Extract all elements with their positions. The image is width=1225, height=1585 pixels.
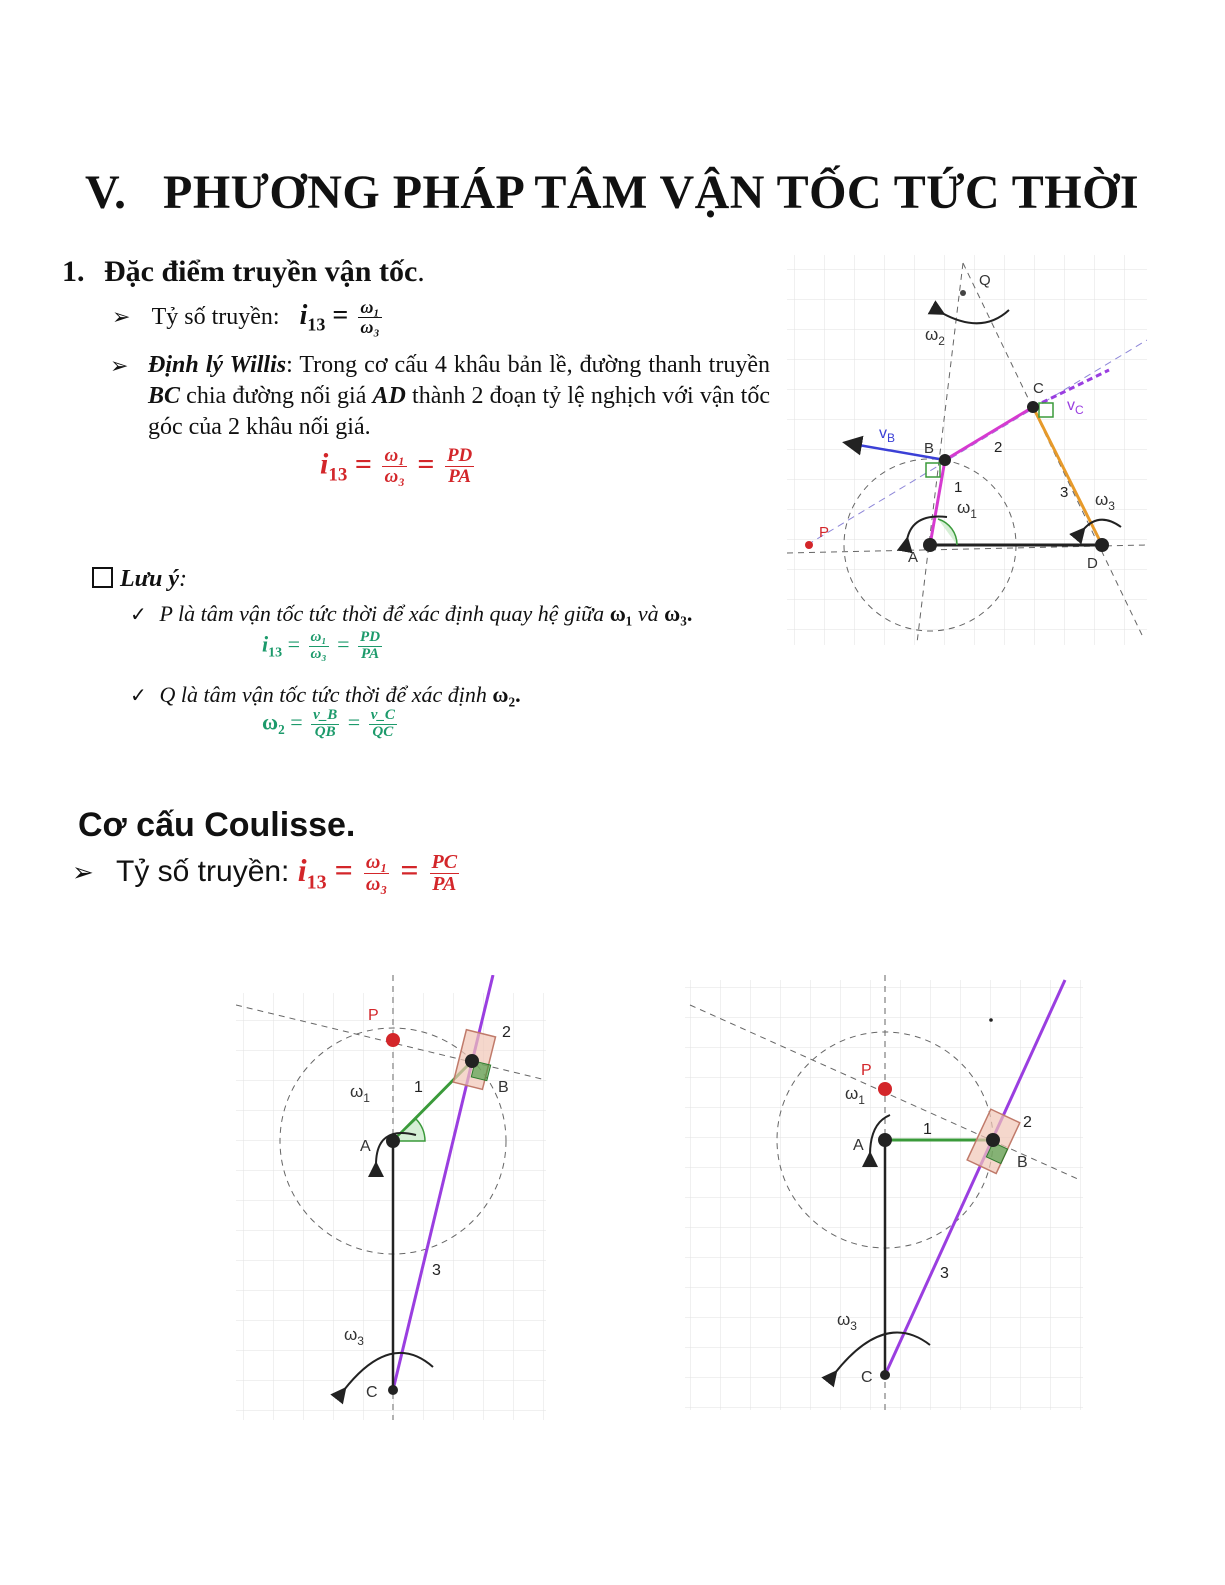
coulisse-diagram-1 — [236, 975, 546, 1420]
svg-text:ω3: $\omega_3$ — [837, 1310, 857, 1333]
point-p — [386, 1033, 400, 1047]
svg-text:1: 1 — [414, 1079, 423, 1096]
svg-text:P: P — [861, 1062, 872, 1079]
title-number: V. — [85, 166, 127, 219]
arrow-bullet-icon: ➢ — [112, 303, 131, 329]
willis-formula: $i_{13}$ = $\frac{\text{ω₁}}{\text{ω₃}}$ = $\frac{PD}{PA}$ — [320, 445, 473, 487]
coulisse-heading: Cơ cấu Coulisse. — [78, 806, 356, 844]
point-c — [1027, 401, 1039, 413]
svg-text:C: C — [861, 1369, 873, 1386]
note-formula-2: ω₂ = $\frac{v\_B}{QB}$ = $\frac{v\_C}{QC}$ — [262, 707, 395, 740]
svg-text:B: B — [1017, 1154, 1028, 1171]
svg-text:3: 3 — [940, 1265, 949, 1282]
svg-text:P: P — [368, 1007, 379, 1024]
svg-text:vB: $v_B$ — [879, 425, 896, 445]
point-p — [805, 541, 813, 549]
point-p — [878, 1082, 892, 1096]
arrow-bullet-icon: ➢ — [110, 353, 129, 378]
note-formula-1: $i_{13}$ = $\frac{\text{ω₁}}{\text{ω₃}}$ = $\frac{PD}{PA}$ — [262, 629, 381, 662]
svg-text:3: 3 — [432, 1262, 441, 1279]
willis-paragraph: ➢ Định lý Willis: Trong cơ cấu 4 khâu bản lề, đường thanh truyền BC chia đường nối giá AD thành 2 đoạn tỷ lệ nghịch với vận tốc góc của 2 khâu nối giá. — [110, 352, 770, 440]
svg-text:C: C — [366, 1384, 378, 1401]
svg-text:A: A — [908, 549, 919, 566]
note-heading: Lưu ý: — [92, 566, 187, 593]
point-b — [986, 1133, 1000, 1147]
svg-text:Q: Q — [979, 272, 991, 289]
ratio-bullet — [112, 298, 385, 337]
svg-text:ω1: $\omega_1$ — [845, 1084, 865, 1107]
svg-text:vC: $v_C$ — [1067, 397, 1084, 417]
svg-text:P: P — [819, 524, 830, 541]
svg-text:B: B — [498, 1079, 509, 1096]
point-a — [878, 1133, 892, 1147]
point-c — [388, 1385, 398, 1395]
checkmark-icon: ✓ — [130, 604, 147, 626]
svg-text:ω1: $\omega_1$ — [350, 1082, 370, 1105]
svg-text:2: 2 — [994, 439, 1003, 456]
point-d — [1095, 538, 1109, 552]
svg-text:1: 1 — [954, 479, 963, 496]
point-b — [939, 454, 951, 466]
svg-text:A: A — [360, 1138, 371, 1155]
svg-text:2: 2 — [502, 1024, 511, 1041]
checkbox-square-icon — [92, 567, 113, 588]
svg-text:C: C — [1033, 380, 1044, 397]
point-a — [923, 538, 937, 552]
svg-text:A: A — [853, 1137, 864, 1154]
coulisse-ratio: ➢ Tỷ số truyền: $i_{13}$ = $\frac{\text{ω₁}}{\text{ω₃}}$ = $\frac{PC}{PA}$ — [72, 851, 458, 896]
note-item-2: ✓ Q là tâm vận tốc tức thời để xác định ω₂. — [130, 682, 521, 707]
point-c — [880, 1370, 890, 1380]
note-item-1: ✓ P là tâm vận tốc tức thời để xác định quay hệ giữa ω₁ và ω₃. — [130, 601, 693, 626]
svg-text:B: B — [924, 440, 935, 457]
checkmark-icon: ✓ — [130, 685, 147, 707]
svg-text:ω1: $\omega_1$ — [957, 498, 977, 521]
point-b — [465, 1054, 479, 1068]
svg-text:ω3: $\omega_3$ — [344, 1325, 364, 1348]
svg-text:1: 1 — [923, 1121, 932, 1138]
point-a — [386, 1134, 400, 1148]
ratio-label: Tỷ số truyền: — [151, 303, 280, 330]
ratio-formula: $i_{13}$ = $\frac{\text{ω₁}}{\text{ω₃}}$ — [299, 297, 380, 337]
section-heading-text: Đặc điểm truyền vận tốc — [104, 255, 418, 288]
section-heading: 1. Đặc điểm truyền vận tốc. — [62, 255, 425, 288]
arrow-bullet-icon: ➢ — [72, 857, 94, 887]
point-q — [960, 290, 966, 296]
svg-text:ω3: $\omega_3$ — [1095, 490, 1115, 513]
svg-text:ω2: $\omega_2$ — [925, 325, 945, 348]
coulisse-diagram-2 — [685, 975, 1083, 1415]
four-bar-diagram — [787, 255, 1147, 645]
page-title — [85, 165, 1139, 220]
svg-text:D: D — [1087, 555, 1098, 572]
stray-point — [989, 1018, 993, 1022]
section-number: 1. — [62, 255, 85, 288]
svg-text:3: 3 — [1060, 484, 1069, 501]
willis-label: Định lý Willis — [148, 352, 287, 378]
svg-text:2: 2 — [1023, 1114, 1032, 1131]
title-text: PHƯƠNG PHÁP TÂM VẬN TỐC TỨC THỜI — [163, 166, 1140, 219]
